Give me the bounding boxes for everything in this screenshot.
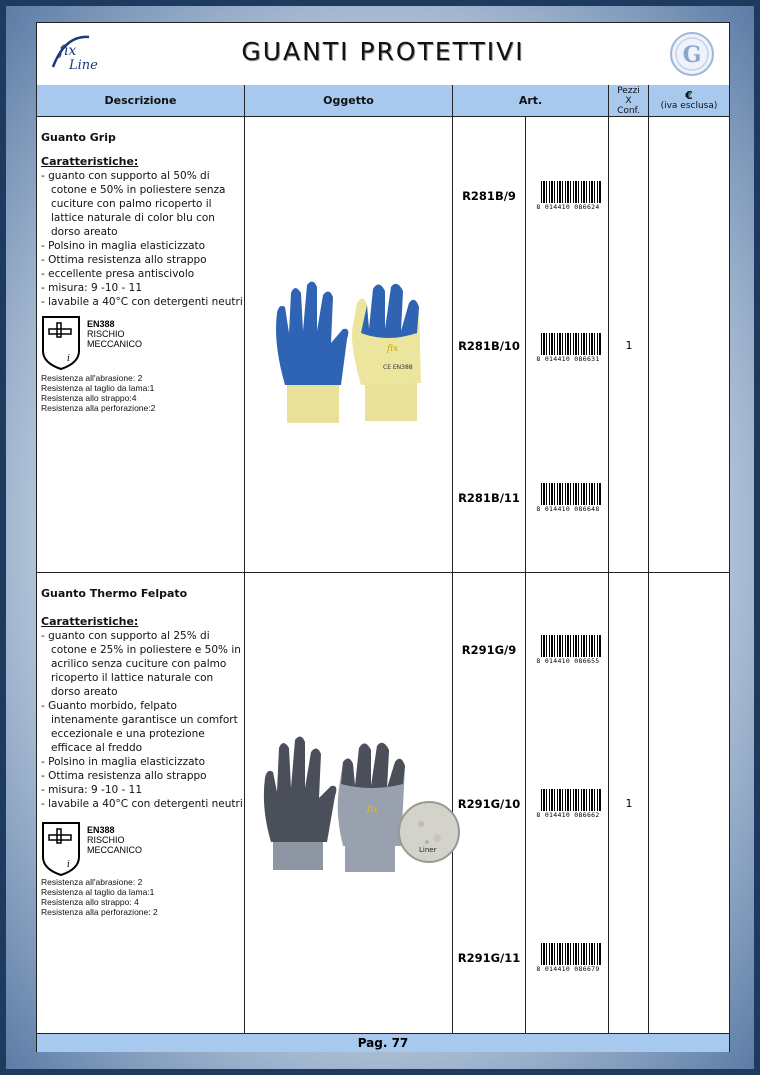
feature-item: - Polsino in maglia elasticizzato <box>41 756 206 768</box>
product-1-image-grip-gloves <box>257 273 447 433</box>
product-2-resistances <box>41 877 158 917</box>
shield-icon <box>41 315 83 371</box>
barcode-number: 8 014410 086631 <box>536 355 600 363</box>
svg-text:i: i <box>67 860 70 870</box>
product-1-description <box>41 131 245 309</box>
product-1-en388-badge <box>41 315 161 371</box>
product-2-image-thermo-gloves <box>251 728 461 878</box>
feature-item: - Polsino in maglia elasticizzato <box>41 240 206 252</box>
en-line-2: MECCANICO <box>87 845 143 855</box>
header-price <box>649 85 729 117</box>
header-oggetto: Oggetto <box>245 85 453 117</box>
barcode-bars <box>541 635 601 657</box>
article-code: R281B/10 <box>458 339 520 353</box>
svg-text:i: i <box>67 354 70 364</box>
resistance-item: Resistenza all'abrasione: 2 <box>41 877 143 887</box>
badge-letter: G <box>682 42 702 68</box>
barcode-r291g-10 <box>533 789 603 821</box>
product-2-en-text <box>87 825 142 855</box>
feature-item: - lavabile a 40°C con detergenti neutri <box>41 296 243 308</box>
logo-text-bottom: Line <box>69 58 98 73</box>
feature-item: - misura: 9 -10 - 11 <box>41 784 143 796</box>
en-line-1: RISCHIO <box>87 329 125 339</box>
barcode-r291g-9 <box>533 635 603 667</box>
barcode-r281b-9 <box>533 181 603 213</box>
barcode-bars <box>541 789 601 811</box>
feature-item: - Guanto morbido, felpato intenamente garantisce un comfort eccezionale e una protezione efficace al freddo <box>41 700 238 754</box>
g-badge-logo <box>669 31 715 77</box>
article-code: R281B/9 <box>462 189 516 203</box>
barcode-bars <box>541 483 601 505</box>
barcode-bars <box>541 333 601 355</box>
article-code: R291G/10 <box>457 797 521 811</box>
logo-text-top: fix <box>59 43 77 59</box>
feature-item: - eccellente presa antiscivolo <box>41 268 195 280</box>
product-2-pezzi: 1 <box>625 797 633 810</box>
page-frame <box>6 6 754 1069</box>
product-2-features <box>41 629 245 811</box>
barcode-bars <box>541 943 601 965</box>
resistance-item: Resistenza alla perforazione: 2 <box>41 907 158 917</box>
resistance-item: Resistenza allo strappo:4 <box>41 393 137 403</box>
article-code: R291G/9 <box>461 643 517 657</box>
svg-text:CE EN388: CE EN388 <box>383 364 413 371</box>
barcode-bars <box>541 181 601 203</box>
resistance-item: Resistenza al taglio da lama:1 <box>41 383 155 393</box>
product-1-features-heading: Caratteristiche: <box>41 155 139 168</box>
header-price-note: (iva esclusa) <box>660 100 718 111</box>
page-number: Pag. 77 <box>37 1033 729 1052</box>
page-title: GUANTI PROTETTIVI <box>241 37 525 66</box>
product-2-name: Guanto Thermo Felpato <box>41 587 188 600</box>
col-pezzi <box>609 117 649 1033</box>
resistance-item: Resistenza al taglio da lama:1 <box>41 887 155 897</box>
feature-item: - lavabile a 40°C con detergenti neutri <box>41 798 243 810</box>
barcode-r291g-11 <box>533 943 603 975</box>
header-pezzi-l1: Pezzi <box>617 85 640 96</box>
resistance-item: Resistenza alla perforazione:2 <box>41 403 156 413</box>
catalog-sheet <box>36 22 730 1052</box>
feature-item: - Ottima resistenza allo strappo <box>41 254 207 266</box>
svg-text:fix: fix <box>387 344 399 354</box>
feature-item: - misura: 9 -10 - 11 <box>41 282 143 294</box>
title-row <box>37 23 729 86</box>
header-pezzi-l2: X <box>625 95 632 106</box>
barcode-number: 8 014410 086679 <box>536 965 600 973</box>
feature-item: - guanto con supporto al 50% di cotone e 50% in poliestere senza cuciture con palmo ricoperto il lattice naturale di color blu con dorso areato <box>41 170 226 238</box>
col-art-code <box>453 117 526 1033</box>
product-1-resistances <box>41 373 155 413</box>
header-price-symbol: € <box>685 88 693 102</box>
header-pezzi-l3: Conf. <box>617 105 640 116</box>
barcode-number: 8 014410 086624 <box>536 203 600 211</box>
barcode-number: 8 014410 086655 <box>536 657 600 665</box>
article-code: R291G/11 <box>457 951 521 965</box>
barcode-number: 8 014410 086648 <box>536 505 600 513</box>
resistance-item: Resistenza allo strappo: 4 <box>41 897 139 907</box>
resistance-item: Resistenza all'abrasione: 2 <box>41 373 143 383</box>
barcode-r281b-11 <box>533 483 603 515</box>
product-1-pezzi: 1 <box>625 339 633 352</box>
feature-item: - Ottima resistenza allo strappo <box>41 770 207 782</box>
svg-text:fix: fix <box>367 805 379 815</box>
article-code: R281B/11 <box>458 491 520 505</box>
en-code: EN388 <box>87 319 115 329</box>
product-1-features <box>41 169 245 309</box>
header-descrizione: Descrizione <box>37 85 245 117</box>
barcode-r281b-10 <box>533 333 603 365</box>
product-2-en388-badge <box>41 821 161 877</box>
col-art-barcode <box>526 117 609 1033</box>
en-line-2: MECCANICO <box>87 339 143 349</box>
col-oggetto <box>245 117 453 1033</box>
en-code: EN388 <box>87 825 115 835</box>
product-1-en-text <box>87 319 142 349</box>
en-line-1: RISCHIO <box>87 835 125 845</box>
header-art: Art. <box>453 85 609 117</box>
header-pezzi <box>609 85 649 117</box>
product-1-name: Guanto Grip <box>41 131 116 144</box>
liner-label: Liner <box>419 846 437 854</box>
row-divider <box>37 572 729 573</box>
feature-item: - guanto con supporto al 25% di cotone e 25% in poliestere e 50% in acrilico senza cuciture con palmo ricoperto il lattice naturale con dorso areato <box>41 630 241 698</box>
barcode-number: 8 014410 086662 <box>536 811 600 819</box>
product-2-features-heading: Caratteristiche: <box>41 615 139 628</box>
product-2-description <box>41 587 245 811</box>
shield-icon <box>41 821 83 877</box>
